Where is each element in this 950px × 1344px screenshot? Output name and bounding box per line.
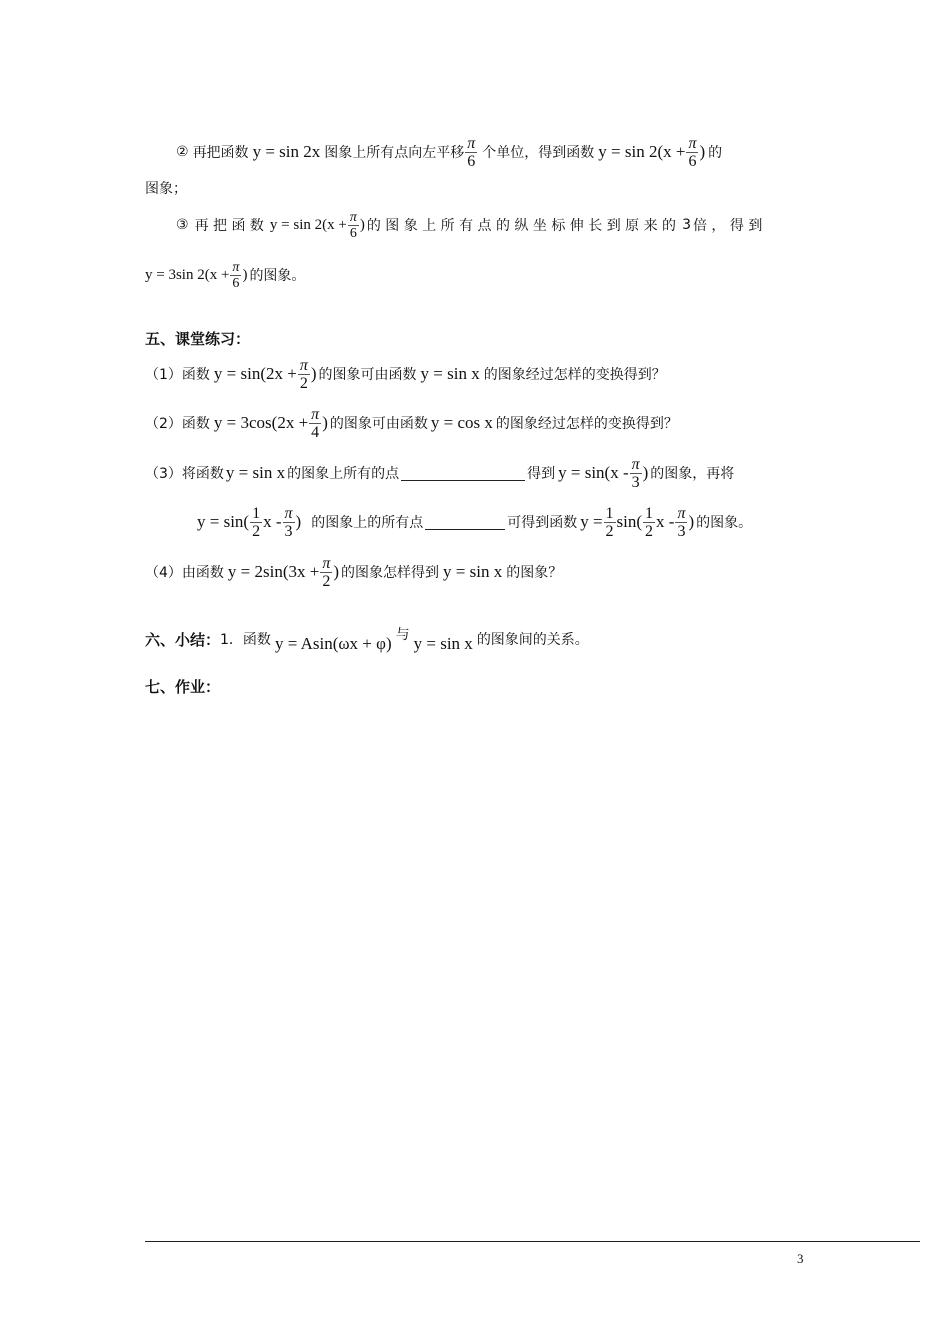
step3-expr: y = sin 2(x + xyxy=(269,216,347,233)
frac-numerator: π xyxy=(322,554,331,572)
q3-line2 xyxy=(197,500,752,544)
frac-numerator: 1 xyxy=(645,504,654,522)
q4-text-b: 的图象？ xyxy=(506,565,563,581)
section5-heading-text: 五、课堂练习： xyxy=(145,329,251,348)
step2-text-a: 再把函数 xyxy=(192,145,249,161)
frac-numerator: π xyxy=(467,134,476,152)
q1-expr-close: ) xyxy=(310,364,317,383)
step3-line2-expr-close: ) xyxy=(242,266,248,283)
frac-denominator: 3 xyxy=(631,473,640,491)
q3-l2-text-c: 的图象。 xyxy=(696,515,753,531)
frac-numerator: π xyxy=(688,134,697,152)
q1-fraction xyxy=(298,357,310,392)
step2-line2-text: 图象； xyxy=(145,181,187,197)
section7-heading-text: 七、作业： xyxy=(145,677,221,696)
step3-line2 xyxy=(145,255,305,295)
q3-l2-frac-half xyxy=(250,505,262,540)
q4-fraction xyxy=(320,555,332,590)
q2-expr: y = 3cos(2x + xyxy=(213,413,309,432)
frac-denominator: 2 xyxy=(605,522,614,540)
step3-fraction xyxy=(348,210,359,241)
step3-line2-text: 的图象。 xyxy=(249,268,306,284)
q3-l2-expr2: y = xyxy=(580,512,603,531)
page-number: 3 xyxy=(797,1251,804,1266)
frac-denominator: 2 xyxy=(252,522,261,540)
section6-item: 1．函数 xyxy=(220,632,271,648)
q4-line xyxy=(145,551,562,593)
step2-expr2: y = sin 2(x + xyxy=(598,142,686,161)
step2-fraction xyxy=(465,135,477,170)
q3-fraction xyxy=(630,456,642,491)
step3-line2-fraction xyxy=(230,260,241,291)
q3-text-b: 得到 xyxy=(527,466,556,482)
section6-heading: 六、小结： xyxy=(145,630,221,649)
frac-denominator: 6 xyxy=(349,225,357,241)
section6-expr1: y = Asin(ωx + φ) xyxy=(274,634,392,653)
step3-line xyxy=(176,205,810,245)
q3-expr2: y = sin(x - xyxy=(558,463,629,482)
q1-text-b: 的图象经过怎样的变换得到？ xyxy=(483,367,666,383)
step2-line xyxy=(176,132,722,172)
q1-expr2: y = sin x xyxy=(420,364,480,383)
frac-denominator: 2 xyxy=(322,572,331,590)
frac-numerator: π xyxy=(284,504,293,522)
q4-expr-close: ) xyxy=(333,562,340,581)
q3-l2-expr-close: ) xyxy=(295,512,302,531)
step3-text-a: 再 把 函 数 xyxy=(194,218,264,234)
q2-expr-close: ) xyxy=(322,413,328,432)
step3-line2-expr: y = 3sin 2(x + xyxy=(145,266,230,283)
frac-numerator: π xyxy=(232,259,240,275)
frac-denominator: 6 xyxy=(467,152,476,170)
q3-answer-blank-2[interactable] xyxy=(425,515,505,530)
q3-l2-expr2-frac-pi xyxy=(675,505,687,540)
q3-text-a: 的图象上所有的点 xyxy=(287,466,400,482)
footer-divider xyxy=(145,1241,920,1242)
q3-l2-expr: y = sin( xyxy=(197,512,250,531)
q4-text-a: 的图象怎样得到 xyxy=(341,565,440,581)
q3-text-c: 的图象，再将 xyxy=(650,466,735,482)
frac-denominator: 2 xyxy=(299,374,308,392)
step2-expr2-close: ) xyxy=(699,142,706,161)
q3-l2-expr2-close: ) xyxy=(688,512,695,531)
q3-expr1: y = sin x xyxy=(225,463,286,482)
q1-line xyxy=(145,353,666,395)
step2-expr2-fraction xyxy=(686,135,698,170)
step3-text-c: 倍 ， 得 到 xyxy=(692,218,763,234)
q3-l2-frac-pi xyxy=(283,505,295,540)
step2-text-b: 图象上所有点向左平移 xyxy=(324,145,465,161)
q3-l2-text-a: 的图象上的所有点 xyxy=(311,515,424,531)
step3-marker: ③ xyxy=(176,217,189,233)
frac-numerator: π xyxy=(631,455,640,473)
frac-numerator: 1 xyxy=(252,504,261,522)
frac-denominator: 3 xyxy=(284,522,293,540)
q3-answer-blank-1[interactable] xyxy=(401,466,525,481)
frac-numerator: π xyxy=(311,405,320,423)
q4-expr: y = 2sin(3x + xyxy=(227,562,320,581)
q2-label: （2）函数 xyxy=(145,416,210,432)
step3-text-b: 的 图 象 上 所 有 点 的 纵 坐 标 伸 长 到 原 来 的 xyxy=(366,218,677,234)
step2-text-c: 个单位，得到函数 xyxy=(482,145,595,161)
frac-denominator: 4 xyxy=(311,423,320,441)
frac-denominator: 3 xyxy=(677,522,686,540)
q1-text-a: 的图象可由函数 xyxy=(318,367,417,383)
q2-text-b: 的图象经过怎样的变换得到？ xyxy=(495,416,678,432)
q1-label: （1）函数 xyxy=(145,367,210,383)
frac-denominator: 6 xyxy=(232,275,240,291)
step2-line2 xyxy=(145,178,187,198)
step2-marker: ② xyxy=(176,144,189,160)
q3-line xyxy=(145,452,734,494)
q3-expr2-close: ) xyxy=(642,463,649,482)
frac-denominator: 2 xyxy=(645,522,654,540)
section7-heading xyxy=(145,676,220,696)
section6-text: 的图象间的关系。 xyxy=(476,632,589,648)
q3-l2-expr2-mid: sin( xyxy=(616,512,643,531)
step2-text-d: 的 xyxy=(708,145,723,161)
step3-num: 3 xyxy=(682,217,691,233)
frac-numerator: π xyxy=(299,356,308,374)
q3-l2-expr2-mid2: x - xyxy=(656,512,675,531)
frac-numerator: π xyxy=(677,504,686,522)
q4-label: （4）由函数 xyxy=(145,565,224,581)
frac-denominator: 6 xyxy=(688,152,697,170)
q3-l2-expr2-frac-half-2 xyxy=(643,505,655,540)
section6-conj: 与 xyxy=(395,627,410,643)
q2-fraction xyxy=(309,406,321,441)
q4-expr2: y = sin x xyxy=(443,562,503,581)
step3-left xyxy=(176,210,762,241)
section6-expr2: y = sin x xyxy=(413,634,473,653)
step3-expr-close: ) xyxy=(359,216,365,233)
section6-line xyxy=(145,622,589,656)
q2-line xyxy=(145,402,678,444)
q1-expr: y = sin(2x + xyxy=(213,364,297,383)
q3-l2-text-b: 可得到函数 xyxy=(507,515,578,531)
q3-l2-expr2-frac-half xyxy=(604,505,616,540)
q2-expr2: y = cos x xyxy=(430,413,493,432)
step2-expr1: y = sin 2x xyxy=(252,142,321,161)
q3-l2-expr-mid: x - xyxy=(263,512,282,531)
section5-heading xyxy=(145,328,250,348)
frac-numerator: 1 xyxy=(605,504,614,522)
frac-numerator: π xyxy=(349,209,357,225)
q2-text-a: 的图象可由函数 xyxy=(329,416,428,432)
q3-label: （3）将函数 xyxy=(145,466,224,482)
